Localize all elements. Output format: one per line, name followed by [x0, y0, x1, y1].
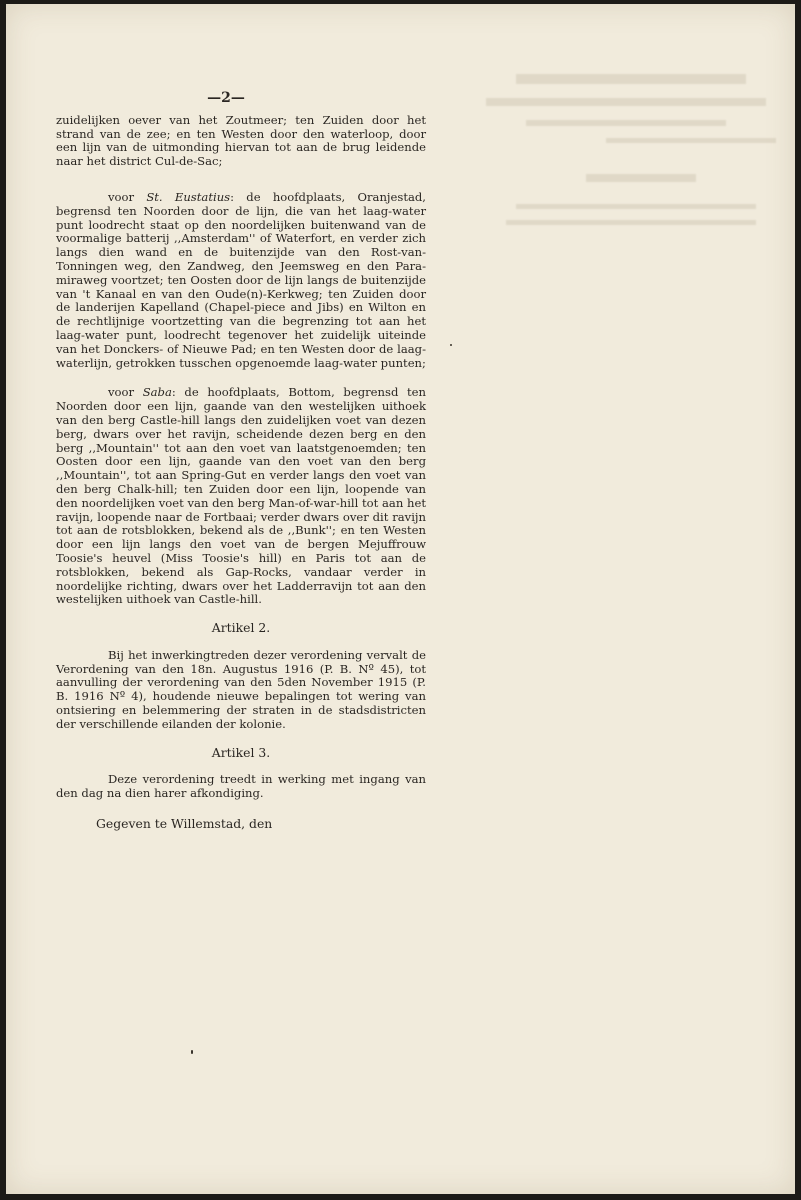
- paragraph-st-eustatius: [56, 191, 426, 370]
- paragraph-text: : de hoofdplaats, Oranjestad, begrensd ten Noorden door de lijn, die van het laag-water punt loodrecht staat op den noordelijken buitenwand van de voormalige batterij ,,Amsterdam'' of Waterfort, en verder zich langs dien wand en de buitenzijde van den Rost-van-Tonningen weg, den Zandweg, den Jeemsweg en den Para-miraweg voortzet; ten Oosten door de lijn langs de buitenzijde van 't Kanaal en van den Oude(n)-Kerkweg; ten Zuiden door de landerijen Kapelland (Chapel-piece and Jibs) en Wilton en de rechtlijnige voortzetting van die begrenzing tot aan het laag-water punt, loodrecht tegenover het zuidelijk uiteinde van het Donckers- of Nieuwe Pad; en ten Westen door de laag-waterlijn, getrokken tusschen opgenoemde laag-water punten;: [56, 189, 426, 370]
- place-name-saba: Saba: [142, 385, 172, 400]
- paragraph-saba: [56, 386, 426, 607]
- document-body: [56, 88, 426, 831]
- article-2-text: Bij het inwerkingtreden dezer verordening vervalt de Verordening van den 18n. Augustus 1916 (P. B. Nº 45), tot aanvulling der verordening van den 5den November 1915 (P. B. 1916 Nº 4), houdende nieuwe bepalingen tot wering van ontsiering en belemmering der straten in de stadsdistricten der verschillende eilanden der kolonie.: [56, 647, 426, 731]
- show-through-bleed: [466, 64, 786, 284]
- ink-speck: [450, 344, 452, 346]
- ink-speck: [191, 1050, 193, 1054]
- article-3-text: Deze verordening treedt in werking met ingang van den dag na dien harer afkondiging.: [56, 772, 426, 801]
- bleed-texture: [466, 64, 786, 284]
- article-3-heading: Artikel 3.: [211, 744, 271, 760]
- paragraph-text: : de hoofdplaats, Bottom, begrensd ten Noorden door een lijn, gaande van den westelijken uithoek van den berg Castle-hill langs den zuidelijken voet van dezen berg, dwars over het ravijn, scheidende dezen berg en den berg ,,Mountain'' tot aan den voet van laatstgenoemden; ten Oosten door een lijn, gaande van den voet van den berg ,,Mountain'', tot aan Spring-Gut en verder langs den voet van den berg Chalk-hill; ten Zuiden door een lijn, loopende van den noordelijken voet van den berg Man-of-war-hill tot aan het ravijn, loopende naar de Fortbaai; verder dwars over dit ravijn tot aan de rotsblokken, bekend als de ,,Bunk''; en ten Westen door een lijn langs den voet van de bergen Mejuffrouw Toosie's heuvel (Miss Toosie's hill) en Paris tot aan de rotsblokken, bekend als Gap-Rocks, vandaar verder in noordelijke richting, dwars over het Ladderravijn tot aan den westelijken uithoek van Castle-hill.: [56, 385, 426, 607]
- place-name-st-eustatius: St. Eustatius: [146, 189, 231, 204]
- paragraph-cul-de-sac: zuidelijken oever van het Zoutmeer; ten Zuiden door het strand van de zee; en ten Westen door den waterloop, door een lijn van de uitmonding hiervan tot aan de brug leidende naar het district Cul-de-Sac;: [56, 112, 426, 169]
- paragraph-prefix: voor: [108, 385, 135, 400]
- page-number: —2—: [207, 90, 245, 106]
- article-2-heading: Artikel 2.: [211, 620, 271, 636]
- document-page: [6, 4, 795, 1194]
- signoff-line: Gegeven te Willemstad, den: [96, 816, 273, 832]
- paragraph-prefix: voor: [108, 189, 135, 204]
